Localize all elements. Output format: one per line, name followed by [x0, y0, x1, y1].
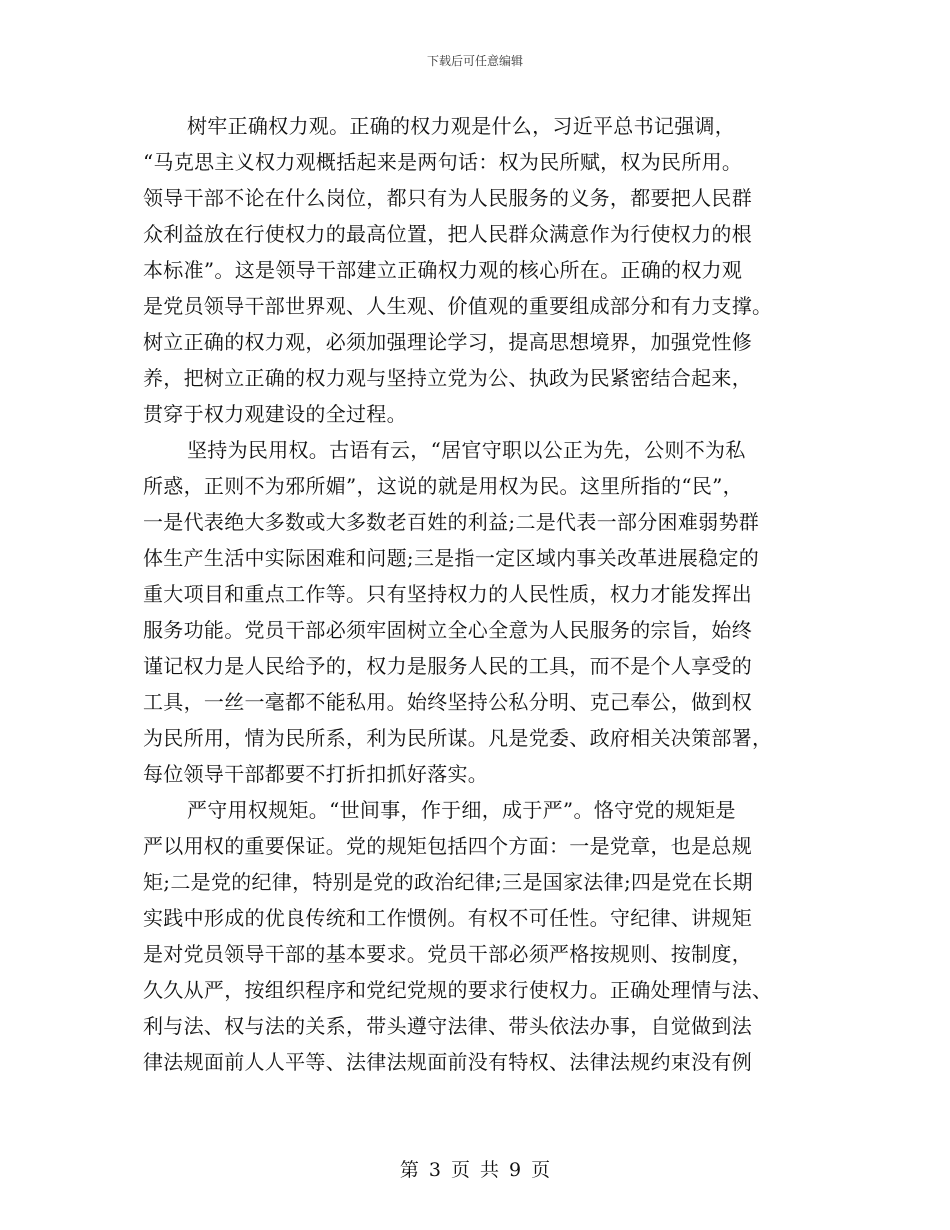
text-line: 每位领导干部都要不打折扣抓好落实。 [143, 762, 489, 786]
text-line: 是党员领导干部世界观、人生观、价值观的重要组成部分和有力支撑。 [143, 294, 773, 318]
text-line: 本标准”。这是领导干部建立正确权力观的核心所在。正确的权力观 [143, 258, 743, 282]
page-number: 第 3 页 共 9 页 [399, 1159, 551, 1181]
text-line: 坚持为民用权。古语有云，“居官守职以公正为先，公则不为私 [187, 438, 746, 462]
text-line: 树牢正确权力观。正确的权力观是什么，习近平总书记强调， [187, 114, 736, 138]
text-line: 养，把树立正确的权力观与坚持立党为公、执政为民紧密结合起来， [143, 366, 752, 390]
text-line: 矩;二是党的纪律，特别是党的政治纪律;三是国家法律;四是党在长期 [143, 870, 753, 894]
text-line: 是对党员领导干部的基本要求。党员干部必须严格按规则、按制度， [143, 942, 752, 966]
text-line: 重大项目和重点工作等。只有坚持权力的人民性质，权力才能发挥出 [143, 582, 752, 606]
page-header: 下载后可任意编辑 [426, 54, 523, 68]
paragraph-power-rules [143, 792, 807, 1080]
text-line: 工具，一丝一毫都不能私用。始终坚持公私分明、克己奉公，做到权 [143, 690, 752, 714]
text-line: 为民所用，情为民所系，利为民所谋。凡是党委、政府相关决策部署， [143, 726, 773, 750]
text-line: 谨记权力是人民给予的，权力是服务人民的工具，而不是个人享受的 [143, 654, 752, 678]
text-line: 实践中形成的优良传统和工作惯例。有权不可任性。守纪律、讲规矩 [143, 906, 752, 930]
text-line: 贯穿于权力观建设的全过程。 [143, 402, 407, 426]
paragraph-power-view [143, 108, 807, 432]
text-line: 严守用权规矩。“世间事，作于细，成于严”。恪守党的规矩是 [187, 798, 736, 822]
text-line: 服务功能。党员干部必须牢固树立全心全意为人民服务的宗旨，始终 [143, 618, 752, 642]
text-line: 久久从严，按组织程序和党纪党规的要求行使权力。正确处理情与法、 [143, 978, 773, 1002]
text-line: 严以用权的重要保证。党的规矩包括四个方面：一是党章，也是总规 [143, 834, 752, 858]
text-line: 体生产生活中实际困难和问题;三是指一定区域内事关改革进展稳定的 [143, 546, 760, 570]
text-line: 众利益放在行使权力的最高位置，把人民群众满意作为行使权力的根 [143, 222, 752, 246]
text-line: “马克思主义权力观概括起来是两句话：权为民所赋，权为民所用。 [143, 150, 743, 174]
text-line: 律法规面前人人平等、法律法规面前没有特权、法律法规约束没有例 [143, 1050, 752, 1074]
text-line: 利与法、权与法的关系，带头遵守法律、带头依法办事，自觉做到法 [143, 1014, 752, 1038]
paragraph-use-power-for-people [143, 432, 807, 792]
text-line: 树立正确的权力观，必须加强理论学习，提高思想境界，加强党性修 [143, 330, 752, 354]
document-body [143, 108, 807, 1080]
text-line: 所惑，正则不为邪所媚”，这说的就是用权为民。这里所指的“民”， [143, 474, 743, 498]
text-line: 一是代表绝大多数或大多数老百姓的利益;二是代表一部分困难弱势群 [143, 510, 760, 534]
text-line: 领导干部不论在什么岗位，都只有为人民服务的义务，都要把人民群 [143, 186, 752, 210]
